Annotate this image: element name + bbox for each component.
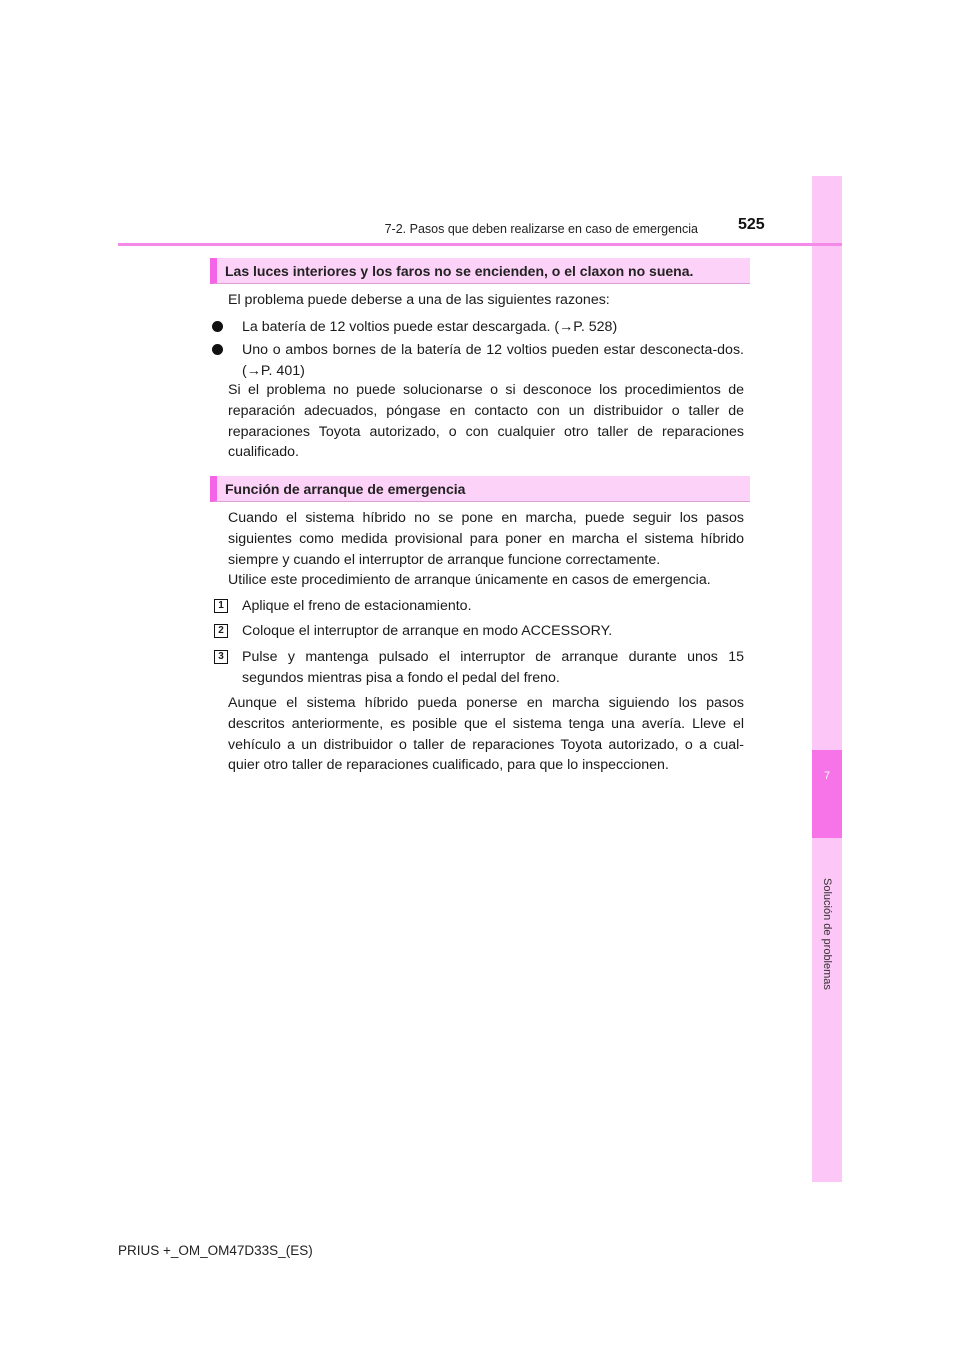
section-heading-text: Función de arranque de emergencia (225, 481, 466, 497)
list-item-text: La batería de 12 voltios puede estar descargada. (→P. 528) (242, 319, 618, 335)
section-closing: Aunque el sistema híbrido pueda ponerse en marcha siguiendo los pasos descritos anteriormente, es posible que el sistema tenga una avería. Lleve el vehículo a un distribuidor o taller de reparaciones Toyota autorizado, o a cual-quier otro taller de reparaciones cualificado, para que lo inspeccionen. (228, 695, 744, 774)
step-text: Pulse y mantenga pulsado el interruptor de arranque durante unos 15 segundos mientras pisa a fondo el pedal del freno. (242, 649, 744, 686)
section-heading-emergency-start (210, 476, 750, 502)
bullet-icon (212, 344, 223, 355)
running-header: 7-2. Pasos que deben realizarse en caso de emergencia (384, 222, 698, 236)
header-rule (118, 243, 842, 246)
section-heading-text: Las luces interiores y los faros no se encienden, o el claxon no suena. (225, 263, 694, 279)
step-number-box: 3 (214, 650, 228, 664)
chapter-number: 7 (823, 770, 831, 782)
page-number: 525 (738, 216, 765, 233)
section-intro: El problema puede deberse a una de las siguientes razones: (228, 292, 610, 308)
list-item-text: Uno o ambos bornes de la batería de 12 voltios pueden estar desconecta-dos. (→P. 401) (242, 342, 744, 379)
step-number-box: 2 (214, 624, 228, 638)
chapter-title: Solución de problemas (821, 878, 833, 990)
chapter-side-tab (812, 176, 842, 1182)
section-intro-warning: Utilice este procedimiento de arranque únicamente en casos de emergencia. (228, 572, 711, 588)
section-closing: Si el problema no puede solucionarse o si desconoce los procedimientos de reparación adecuados, póngase en contacto con un distribuidor o taller de reparaciones Toyota autorizado, o con cualquier otro taller de reparaciones cualificado. (228, 382, 744, 461)
step-text: Coloque el interruptor de arranque en modo ACCESSORY. (242, 623, 613, 639)
chapter-tab-active[interactable] (812, 750, 842, 838)
step-text: Aplique el freno de estacionamiento. (242, 598, 472, 614)
section-intro: Cuando el sistema híbrido no se pone en marcha, puede seguir los pasos siguientes como medida provisional para poner en marcha el sistema híbrido siempre y cuando el interruptor de arranque funcione correctamente. (228, 510, 744, 568)
bullet-icon (212, 321, 223, 332)
step-number-box: 1 (214, 599, 228, 613)
section-heading-lights (210, 258, 750, 284)
document-code: PRIUS +_OM_OM47D33S_(ES) (118, 1243, 313, 1258)
